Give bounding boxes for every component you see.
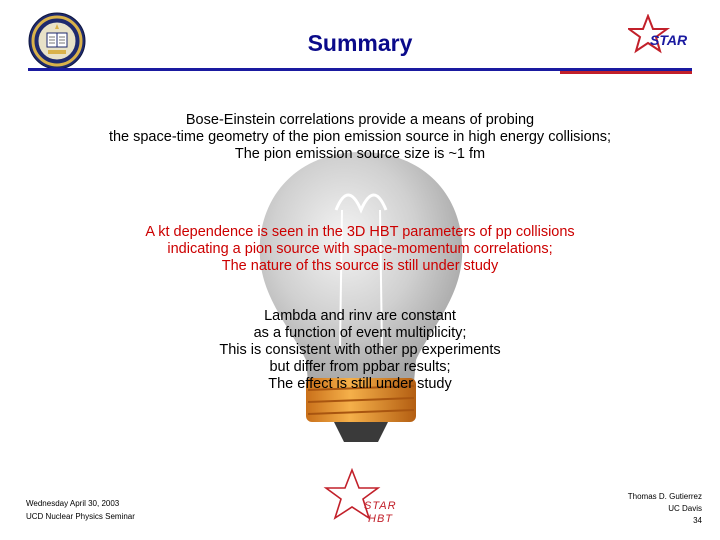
summary-line: Bose-Einstein correlations provide a means of probing [185,112,535,128]
summary-line: but differ from ppbar results; [269,359,451,375]
star-hbt-logo [322,468,412,530]
summary-line: A kt dependence is seen in the 3D HBT parameters of pp collisions [145,224,575,240]
summary-line: the space-time geometry of the pion emission source in high energy collisions; [108,129,612,145]
footer-left [26,497,135,523]
summary-line: This is consistent with other pp experiments [219,342,501,358]
footer-author: Thomas D. Gutierrez [627,492,702,501]
page-title: Summary [307,30,413,56]
summary-line: Lambda and rinv are constant [264,308,456,324]
summary-line: The nature of ths source is still under study [221,258,499,274]
summary-point-2 [0,224,720,275]
summary-point-1 [0,112,720,163]
summary-point-3 [0,308,720,393]
summary-line: indicating a pion source with space-momentum correlations; [167,241,553,257]
svg-text:STAR: STAR [364,500,397,512]
light-bulb-illustration [250,150,472,450]
page-number: 34 [693,516,702,525]
summary-line: The pion emission source size is ~1 fm [234,146,486,162]
footer-right [628,491,702,527]
summary-line: as a function of event multiplicity; [253,325,467,341]
footer-event: UCD Nuclear Physics Seminar [26,512,135,521]
svg-text:HBT: HBT [368,513,393,525]
footer-affiliation: UC Davis [668,504,702,513]
footer-date: Wednesday April 30, 2003 [26,499,120,508]
summary-line: The effect is still under study [268,376,452,392]
title-divider-red [560,71,692,74]
svg-text:STAR: STAR [650,32,688,48]
